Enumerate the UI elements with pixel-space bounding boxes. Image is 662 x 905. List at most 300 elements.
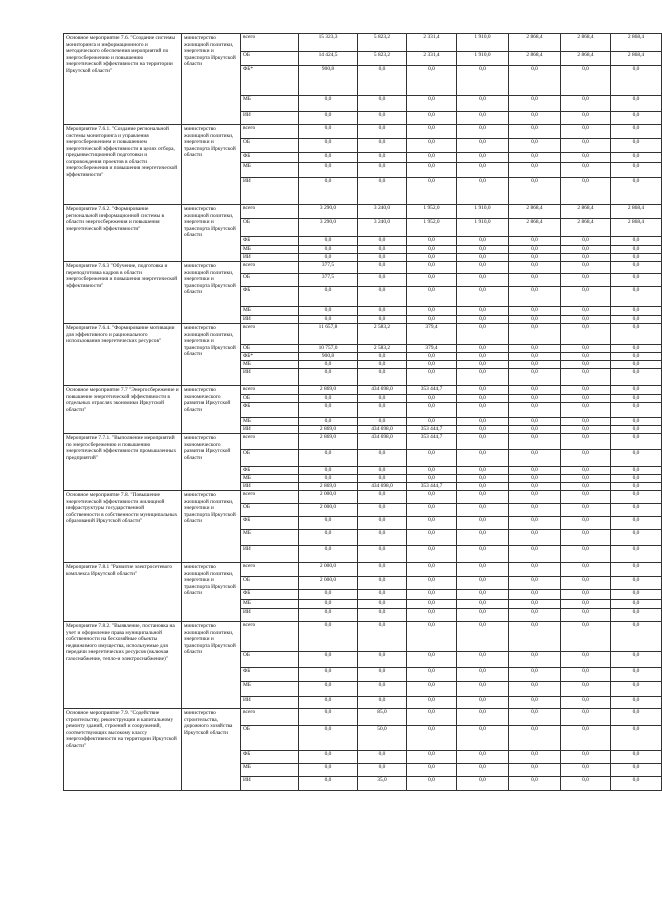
measure-description: Основное мероприятие 7.7 "Энергосбережение и повышение энергетической эффективности в отдельных отраслях экономики Иркутской области" [64, 386, 182, 434]
amount-cell: 0,0 [407, 125, 457, 139]
amount-cell: 0,0 [457, 652, 509, 668]
amount-cell: 0,0 [457, 112, 509, 125]
amount-cell: 0,0 [561, 426, 611, 434]
measure-description: Основное мероприятие 7.8. "Повышение энергетической эффективности жилищной инфраструктуры государственной собственности в собственности муниципальных образований Иркутской области" [64, 491, 182, 563]
amount-cell: 2 868,4 [561, 52, 611, 66]
amount-cell: 0,0 [457, 600, 509, 609]
amount-cell: 0,0 [509, 697, 561, 709]
amount-cell: 0,0 [457, 307, 509, 316]
amount-cell: 0,0 [457, 764, 509, 777]
amount-cell: 0,0 [561, 777, 611, 791]
amount-cell: 2 869,0 [299, 483, 358, 491]
amount-cell: 0,0 [358, 287, 407, 307]
amount-cell: 434 698,0 [358, 434, 407, 450]
funding-source: ИИ [241, 546, 299, 563]
amount-cell: 0,0 [611, 125, 662, 139]
amount-cell: 353 444,7 [407, 483, 457, 491]
amount-cell: 10 757,0 [299, 345, 358, 353]
amount-cell: 379,4 [407, 345, 457, 353]
amount-cell: 1 910,0 [457, 219, 509, 237]
amount-cell: 0,0 [358, 622, 407, 652]
amount-cell: 0,0 [457, 125, 509, 139]
amount-cell: 0,0 [457, 153, 509, 163]
funding-source: ИИ [241, 697, 299, 709]
measure-description: Мероприятие 7.7.1. "Выполнение мероприятий по энергосбережению и повышению энергетической эффективности промышленных предприятий" [64, 434, 182, 491]
amount-cell: 0,0 [509, 66, 561, 96]
amount-cell: 0,0 [457, 504, 509, 517]
amount-cell: 0,0 [611, 590, 662, 600]
amount-cell: 0,0 [358, 418, 407, 426]
amount-cell: 0,0 [407, 112, 457, 125]
amount-cell: 0,0 [561, 139, 611, 153]
funding-source: всего [241, 386, 299, 395]
budget-table-page [63, 33, 645, 820]
amount-cell: 0,0 [561, 697, 611, 709]
amount-cell: 0,0 [611, 254, 662, 262]
table-row [64, 491, 662, 504]
amount-cell: 0,0 [561, 386, 611, 395]
funding-source: ИИ [241, 178, 299, 205]
amount-cell: 0,0 [509, 353, 561, 361]
amount-cell: 0,0 [611, 345, 662, 353]
amount-cell: 0,0 [358, 600, 407, 609]
table-row [64, 434, 662, 450]
amount-cell: 0,0 [299, 726, 358, 751]
amount-cell: 0,0 [561, 246, 611, 254]
measure-description: Основное мероприятие 7.6. "Создание системы мониторинга и информационного и методического обеспечения мероприятий по энергосбережению и повышению энергетической эффективности на территории Иркутской области" [64, 34, 182, 125]
amount-cell: 0,0 [509, 517, 561, 530]
amount-cell: 2 868,4 [611, 205, 662, 219]
funding-source: ОБ [241, 274, 299, 287]
amount-cell: 0,0 [299, 530, 358, 546]
amount-cell: 0,0 [457, 434, 509, 450]
amount-cell: 0,0 [509, 418, 561, 426]
amount-cell: 14 424,5 [299, 52, 358, 66]
amount-cell: 0,0 [611, 307, 662, 316]
amount-cell: 2 868,4 [611, 34, 662, 52]
amount-cell: 0,0 [358, 652, 407, 668]
amount-cell: 0,0 [561, 682, 611, 697]
funding-source: ФБ [241, 590, 299, 600]
amount-cell: 0,0 [457, 530, 509, 546]
table-row [64, 386, 662, 395]
amount-cell: 0,0 [561, 324, 611, 345]
amount-cell: 0,0 [611, 777, 662, 791]
amount-cell: 0,0 [457, 345, 509, 353]
funding-source: МБ [241, 96, 299, 112]
amount-cell: 0,0 [561, 369, 611, 386]
amount-cell: 0,0 [611, 609, 662, 622]
funding-source: ФБ [241, 517, 299, 530]
amount-cell: 0,0 [611, 483, 662, 491]
amount-cell: 0,0 [299, 96, 358, 112]
amount-cell: 0,0 [611, 369, 662, 386]
responsible-executor: министерство жилищной политики, энергетики и транспорта Иркутской области [182, 125, 241, 205]
amount-cell: 0,0 [509, 395, 561, 403]
amount-cell: 0,0 [299, 246, 358, 254]
amount-cell: 0,0 [407, 475, 457, 483]
amount-cell: 0,0 [407, 274, 457, 287]
amount-cell: 2 869,0 [299, 426, 358, 434]
amount-cell: 0,0 [407, 530, 457, 546]
amount-cell: 0,0 [299, 316, 358, 324]
amount-cell: 0,0 [611, 386, 662, 395]
responsible-executor: министерство жилищной политики, энергетики и транспорта Иркутской области [182, 622, 241, 709]
amount-cell: 0,0 [457, 450, 509, 467]
amount-cell: 0,0 [299, 517, 358, 530]
funding-source: всего [241, 205, 299, 219]
amount-cell: 0,0 [561, 125, 611, 139]
amount-cell: 0,0 [407, 254, 457, 262]
measure-description: Мероприятие 7.6.3 "Обучение, подготовка и переподготовка кадров в области энергосбережения и повышения энергетической эффективности" [64, 262, 182, 324]
amount-cell: 0,0 [358, 682, 407, 697]
amount-cell: 0,0 [299, 112, 358, 125]
funding-source: ФБ [241, 403, 299, 418]
funding-source: всего [241, 434, 299, 450]
amount-cell: 0,0 [358, 491, 407, 504]
amount-cell: 0,0 [509, 274, 561, 287]
amount-cell: 0,0 [457, 590, 509, 600]
amount-cell: 0,0 [611, 274, 662, 287]
amount-cell: 0,0 [407, 66, 457, 96]
funding-source: всего [241, 262, 299, 274]
amount-cell: 0,0 [358, 316, 407, 324]
funding-source: ОБ [241, 726, 299, 751]
amount-cell: 0,0 [358, 590, 407, 600]
amount-cell: 0,0 [457, 254, 509, 262]
amount-cell: 0,0 [358, 530, 407, 546]
amount-cell: 0,0 [561, 345, 611, 353]
amount-cell: 0,0 [407, 178, 457, 205]
amount-cell: 15 323,3 [299, 34, 358, 52]
responsible-executor: министерство строительства, дорожного хозяйства Иркутской области [182, 709, 241, 791]
amount-cell: 0,0 [611, 726, 662, 751]
amount-cell: 0,0 [358, 66, 407, 96]
amount-cell: 0,0 [407, 682, 457, 697]
amount-cell: 0,0 [509, 112, 561, 125]
amount-cell: 2 869,0 [299, 386, 358, 395]
amount-cell: 0,0 [561, 467, 611, 475]
amount-cell: 0,0 [611, 112, 662, 125]
amount-cell: 0,0 [299, 751, 358, 764]
amount-cell: 2 868,4 [611, 52, 662, 66]
amount-cell: 0,0 [509, 682, 561, 697]
amount-cell: 0,0 [561, 307, 611, 316]
amount-cell: 0,0 [457, 163, 509, 178]
amount-cell: 377,5 [299, 274, 358, 287]
amount-cell: 0,0 [407, 517, 457, 530]
amount-cell: 0,0 [509, 237, 561, 246]
amount-cell: 0,0 [299, 709, 358, 726]
amount-cell: 0,0 [299, 622, 358, 652]
table-row [64, 205, 662, 219]
amount-cell: 0,0 [407, 369, 457, 386]
amount-cell: 0,0 [299, 395, 358, 403]
amount-cell: 0,0 [611, 709, 662, 726]
amount-cell: 0,0 [407, 307, 457, 316]
amount-cell: 0,0 [358, 262, 407, 274]
funding-source: ФБ [241, 668, 299, 682]
amount-cell: 0,0 [299, 697, 358, 709]
amount-cell: 0,0 [299, 652, 358, 668]
responsible-executor: министерство жилищной политики, энергетики и транспорта Иркутской области [182, 262, 241, 324]
amount-cell: 0,0 [457, 139, 509, 153]
amount-cell: 0,0 [358, 697, 407, 709]
funding-source: МБ [241, 361, 299, 369]
amount-cell: 0,0 [457, 178, 509, 205]
measure-description: Мероприятие 7.6.1. "Создание региональной системы мониторинга и управления энергосбережением и повышением энергетической эффективности в целях отбора, предынвестиционной подготовки и сопровождения проектов в области энергосбережения и повышения энергетической эффективности" [64, 125, 182, 205]
amount-cell: 0,0 [457, 353, 509, 361]
measure-description: Мероприятие 7.8.1 "Развитие электросетевого комплекса Иркутской области" [64, 563, 182, 622]
amount-cell: 0,0 [407, 546, 457, 563]
amount-cell: 0,0 [509, 726, 561, 751]
amount-cell: 0,0 [358, 112, 407, 125]
responsible-executor: министерство жилищной политики, энергетики и транспорта Иркутской области [182, 324, 241, 386]
amount-cell: 0,0 [509, 668, 561, 682]
funding-source: всего [241, 324, 299, 345]
amount-cell: 2 000,0 [299, 504, 358, 517]
amount-cell: 0,0 [358, 668, 407, 682]
amount-cell: 0,0 [457, 563, 509, 577]
amount-cell: 0,0 [509, 450, 561, 467]
amount-cell: 0,0 [509, 403, 561, 418]
amount-cell: 0,0 [509, 96, 561, 112]
amount-cell: 0,0 [509, 563, 561, 577]
funding-source: ФБ [241, 237, 299, 246]
amount-cell: 1 952,0 [407, 219, 457, 237]
amount-cell: 0,0 [509, 504, 561, 517]
funding-source: ОБ [241, 450, 299, 467]
amount-cell: 0,0 [407, 726, 457, 751]
amount-cell: 0,0 [611, 66, 662, 96]
amount-cell: 0,0 [611, 316, 662, 324]
amount-cell: 3 290,0 [299, 219, 358, 237]
amount-cell: 0,0 [457, 622, 509, 652]
budget-table [63, 33, 662, 791]
amount-cell: 0,0 [407, 467, 457, 475]
funding-source: ФБ [241, 287, 299, 307]
amount-cell: 0,0 [611, 418, 662, 426]
amount-cell: 0,0 [457, 324, 509, 345]
funding-source: ИИ [241, 254, 299, 262]
amount-cell: 0,0 [611, 668, 662, 682]
amount-cell: 0,0 [509, 254, 561, 262]
amount-cell: 0,0 [407, 600, 457, 609]
amount-cell: 0,0 [358, 274, 407, 287]
amount-cell: 0,0 [299, 403, 358, 418]
amount-cell: 0,0 [407, 622, 457, 652]
amount-cell: 50,0 [358, 726, 407, 751]
amount-cell: 0,0 [299, 139, 358, 153]
amount-cell: 0,0 [611, 139, 662, 153]
amount-cell: 0,0 [358, 237, 407, 246]
amount-cell: 0,0 [457, 426, 509, 434]
amount-cell: 5 823,2 [358, 34, 407, 52]
amount-cell: 900,8 [299, 353, 358, 361]
amount-cell: 0,0 [407, 353, 457, 361]
amount-cell: 0,0 [457, 777, 509, 791]
amount-cell: 0,0 [509, 324, 561, 345]
funding-source: ОБ [241, 345, 299, 353]
amount-cell: 0,0 [457, 726, 509, 751]
amount-cell: 0,0 [561, 504, 611, 517]
amount-cell: 0,0 [611, 403, 662, 418]
amount-cell: 0,0 [611, 287, 662, 307]
amount-cell: 0,0 [457, 96, 509, 112]
funding-source: МБ [241, 600, 299, 609]
amount-cell: 0,0 [457, 609, 509, 622]
amount-cell: 0,0 [457, 546, 509, 563]
amount-cell: 0,0 [358, 546, 407, 563]
funding-source: МБ [241, 682, 299, 697]
amount-cell: 0,0 [407, 504, 457, 517]
amount-cell: 0,0 [611, 563, 662, 577]
amount-cell: 0,0 [561, 434, 611, 450]
amount-cell: 0,0 [358, 139, 407, 153]
amount-cell: 0,0 [358, 467, 407, 475]
amount-cell: 0,0 [561, 475, 611, 483]
amount-cell: 0,0 [407, 237, 457, 246]
amount-cell: 0,0 [457, 386, 509, 395]
amount-cell: 0,0 [358, 517, 407, 530]
amount-cell: 0,0 [561, 262, 611, 274]
amount-cell: 85,0 [358, 709, 407, 726]
amount-cell: 0,0 [611, 426, 662, 434]
amount-cell: 0,0 [407, 262, 457, 274]
amount-cell: 0,0 [457, 418, 509, 426]
amount-cell: 0,0 [611, 434, 662, 450]
amount-cell: 0,0 [561, 112, 611, 125]
funding-source: ОБ [241, 139, 299, 153]
amount-cell: 0,0 [299, 125, 358, 139]
amount-cell: 0,0 [611, 324, 662, 345]
amount-cell: 0,0 [407, 668, 457, 682]
amount-cell: 0,0 [457, 517, 509, 530]
amount-cell: 434 698,0 [358, 426, 407, 434]
amount-cell: 2 868,4 [509, 52, 561, 66]
table-row [64, 709, 662, 726]
amount-cell: 0,0 [457, 274, 509, 287]
amount-cell: 2 331,4 [407, 52, 457, 66]
amount-cell: 2 000,0 [299, 577, 358, 590]
responsible-executor: министерство жилищной политики, энергетики и транспорта Иркутской области [182, 491, 241, 563]
amount-cell: 0,0 [457, 491, 509, 504]
amount-cell: 0,0 [457, 682, 509, 697]
funding-source: ОБ [241, 219, 299, 237]
amount-cell: 0,0 [561, 483, 611, 491]
amount-cell: 0,0 [358, 751, 407, 764]
amount-cell: 0,0 [611, 600, 662, 609]
measure-description: Мероприятие 7.6.2. "Формирование региональной информационной системы в области энергосбережения и повышения энергетической эффективности" [64, 205, 182, 262]
amount-cell: 0,0 [407, 450, 457, 467]
amount-cell: 0,0 [299, 178, 358, 205]
amount-cell: 0,0 [561, 600, 611, 609]
amount-cell: 0,0 [561, 403, 611, 418]
amount-cell: 0,0 [457, 395, 509, 403]
amount-cell: 0,0 [509, 709, 561, 726]
funding-source: всего [241, 125, 299, 139]
amount-cell: 0,0 [299, 467, 358, 475]
amount-cell: 0,0 [509, 491, 561, 504]
amount-cell: 0,0 [561, 153, 611, 163]
table-body [64, 34, 662, 791]
amount-cell: 0,0 [358, 369, 407, 386]
amount-cell: 0,0 [611, 475, 662, 483]
amount-cell: 0,0 [561, 609, 611, 622]
amount-cell: 0,0 [561, 764, 611, 777]
funding-source: ОБ [241, 577, 299, 590]
amount-cell: 1 952,0 [407, 205, 457, 219]
amount-cell: 0,0 [407, 590, 457, 600]
table-row [64, 324, 662, 345]
amount-cell: 379,4 [407, 324, 457, 345]
amount-cell: 0,0 [611, 652, 662, 668]
amount-cell: 0,0 [561, 316, 611, 324]
amount-cell: 0,0 [561, 66, 611, 96]
funding-source: ОБ [241, 504, 299, 517]
responsible-executor: министерство экономического развития Иркутской области [182, 434, 241, 491]
amount-cell: 0,0 [457, 668, 509, 682]
funding-source: ФБ [241, 751, 299, 764]
amount-cell: 0,0 [299, 307, 358, 316]
amount-cell: 0,0 [358, 307, 407, 316]
amount-cell: 0,0 [509, 467, 561, 475]
table-row [64, 622, 662, 652]
amount-cell: 0,0 [407, 316, 457, 324]
amount-cell: 0,0 [509, 178, 561, 205]
amount-cell: 2 000,0 [299, 563, 358, 577]
funding-source: всего [241, 563, 299, 577]
amount-cell: 0,0 [509, 153, 561, 163]
amount-cell: 0,0 [611, 491, 662, 504]
funding-source: ИИ [241, 316, 299, 324]
amount-cell: 0,0 [299, 590, 358, 600]
amount-cell: 0,0 [611, 764, 662, 777]
amount-cell: 0,0 [611, 622, 662, 652]
funding-source: ИИ [241, 483, 299, 491]
amount-cell: 0,0 [457, 751, 509, 764]
funding-source: ФБ* [241, 353, 299, 361]
amount-cell: 0,0 [509, 483, 561, 491]
amount-cell: 0,0 [509, 139, 561, 153]
amount-cell: 1 910,0 [457, 52, 509, 66]
funding-source: ОБ [241, 52, 299, 66]
amount-cell: 0,0 [299, 287, 358, 307]
amount-cell: 0,0 [358, 361, 407, 369]
amount-cell: 0,0 [299, 369, 358, 386]
amount-cell: 0,0 [509, 361, 561, 369]
amount-cell: 2 000,0 [299, 491, 358, 504]
amount-cell: 2 868,4 [611, 219, 662, 237]
amount-cell: 0,0 [509, 307, 561, 316]
table-row [64, 34, 662, 52]
amount-cell: 0,0 [509, 125, 561, 139]
amount-cell: 0,0 [561, 96, 611, 112]
responsible-executor: министерство жилищной политики, энергетики и транспорта Иркутской области [182, 205, 241, 262]
amount-cell: 2 868,4 [509, 34, 561, 52]
amount-cell: 0,0 [407, 709, 457, 726]
amount-cell: 0,0 [407, 751, 457, 764]
amount-cell: 0,0 [299, 254, 358, 262]
amount-cell: 1 910,0 [457, 205, 509, 219]
amount-cell: 0,0 [358, 125, 407, 139]
amount-cell: 0,0 [561, 450, 611, 467]
amount-cell: 0,0 [457, 709, 509, 726]
funding-source: МБ [241, 475, 299, 483]
amount-cell: 434 698,0 [358, 483, 407, 491]
amount-cell: 0,0 [457, 316, 509, 324]
amount-cell: 0,0 [611, 530, 662, 546]
